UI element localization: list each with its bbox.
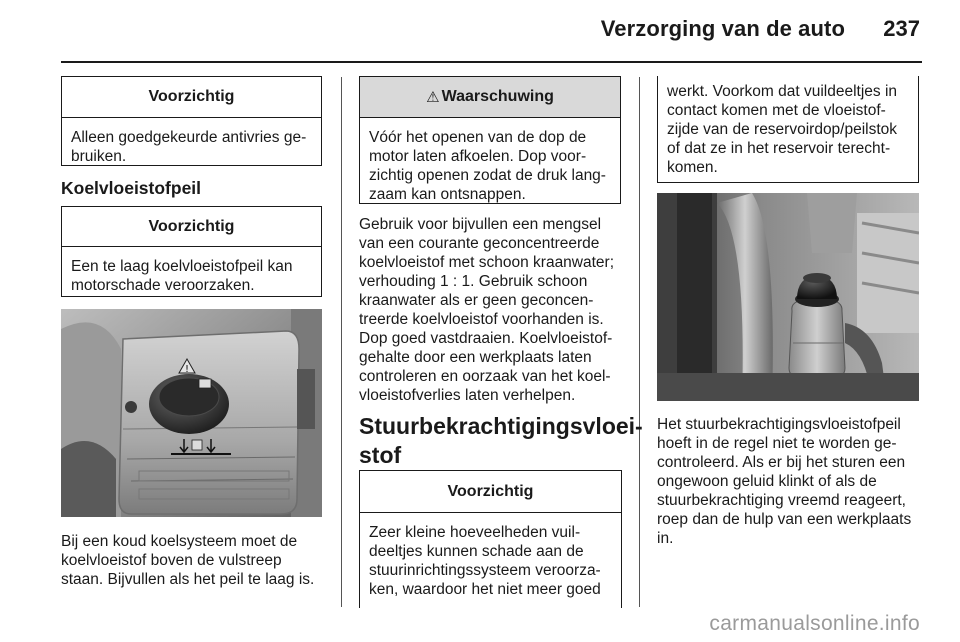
page-number: 237 [883,16,920,41]
caution-title: Voorzichtig [62,207,321,247]
column-divider-2 [639,77,640,607]
text-line: hoeft in de regel niet te worden ge- [657,435,897,452]
text-line: of dat ze in het reservoir terecht- [667,140,891,157]
text-line: kraanwater als er geen geconcen- [359,292,594,309]
text-line: Zeer kleine hoeveelheden vuil- [369,524,581,541]
warning-triangle-icon: ⚠ [426,89,440,106]
paragraph-cold-coolant [61,532,333,589]
svg-text:!: ! [184,364,190,375]
text-line: in. [657,530,674,547]
section-title-power-steering-fluid [359,412,643,470]
text-line: motor laten afkoelen. Dop voor- [369,148,587,165]
text-line: Een te laag koelvloeistofpeil kan [71,258,293,275]
text-line: verhouding 1 : 1. Gebruik schoon [359,273,588,290]
caution-title: Voorzichtig [62,77,321,118]
caution-body [62,118,321,166]
caution-box-power-steering [359,470,622,608]
header-rule [61,61,922,63]
caution-body [62,247,321,295]
text-line: Het stuurbekrachtigingsvloeistofpeil [657,416,901,433]
warning-title: Waarschuwing [441,88,554,105]
text-line: controleerd. Als er bij het sturen een [657,454,906,471]
text-line: staan. Bijvullen als het peil te laag is. [61,571,315,588]
text-line: deeltjes kunnen schade aan de [369,543,584,560]
text-line: gehalte door een werkplaats laten [359,349,592,366]
paragraph-power-steering-level [657,415,929,548]
paragraph-refill-coolant [359,215,631,405]
text-line: werkt. Voorkom dat vuildeeltjes in [667,83,898,100]
text-line: zichtig openen zodat de druk lang- [369,167,606,184]
text-line: ken, waardoor het niet meer goed [369,581,601,598]
text-line: stuurbekrachtiging vreemd reageert, [657,492,906,509]
text-line: ongewoon geluid klinkt of als de [657,473,877,490]
power-steering-reservoir-illustration [657,193,919,401]
text-line: komen. [667,159,718,176]
text-line: Gebruik voor bijvullen een mengsel [359,216,602,233]
text-line: zaam kan ontsnappen. [369,186,526,203]
caution-body [360,513,621,599]
column-divider-1 [341,77,342,607]
text-line: bruiken. [71,148,127,165]
text-line: van een courante geconcentreerde [359,235,600,252]
coolant-reservoir-illustration [61,309,322,517]
text-line: Bij een koud koelsysteem moet de [61,533,298,550]
warning-header [360,77,620,118]
text-line: vloeistofverlies laten verhelpen. [359,387,576,404]
caution-box-antifreeze [61,76,322,166]
text-line: koelvloeistof met schoon kraanwater; [359,254,615,271]
text-line: treerde koelvloeistof voorhanden is. [359,311,604,328]
text-line: Vóór het openen van de dop de [369,129,587,146]
title-line: stof [359,442,402,468]
text-line: roep dan de hulp van een werkplaats [657,511,912,528]
text-line: zijde van de reservoirdop/peilstok [667,121,898,138]
watermark: carmanualsonline.info [709,612,920,635]
caution-body [658,76,918,177]
text-line: Alleen goedgekeurde antivries ge- [71,129,307,146]
caution-title: Voorzichtig [360,471,621,513]
section-title-coolant-level: Koelvloeistofpeil [61,178,202,198]
text-line: Dop goed vastdraaien. Koelvloeistof- [359,330,613,347]
page-header [0,0,960,66]
text-line: koelvloeistof boven de vulstreep [61,552,282,569]
title-line: Stuurbekrachtigingsvloei- [359,413,643,439]
text-line: motorschade veroorzaken. [71,277,255,294]
text-line: stuurinrichtingssysteem veroorza- [369,562,601,579]
text-line: contact komen met de vloeistof- [667,102,886,119]
text-line: controleren en oorzaak van het koel- [359,368,611,385]
warning-box [359,76,621,204]
coolant-reservoir-photo [61,309,322,517]
power-steering-reservoir-photo [657,193,919,401]
page-title: Verzorging van de auto [600,16,845,41]
caution-box-continued [657,76,919,183]
warning-body [360,118,620,204]
caution-box-coolant-level [61,206,322,297]
